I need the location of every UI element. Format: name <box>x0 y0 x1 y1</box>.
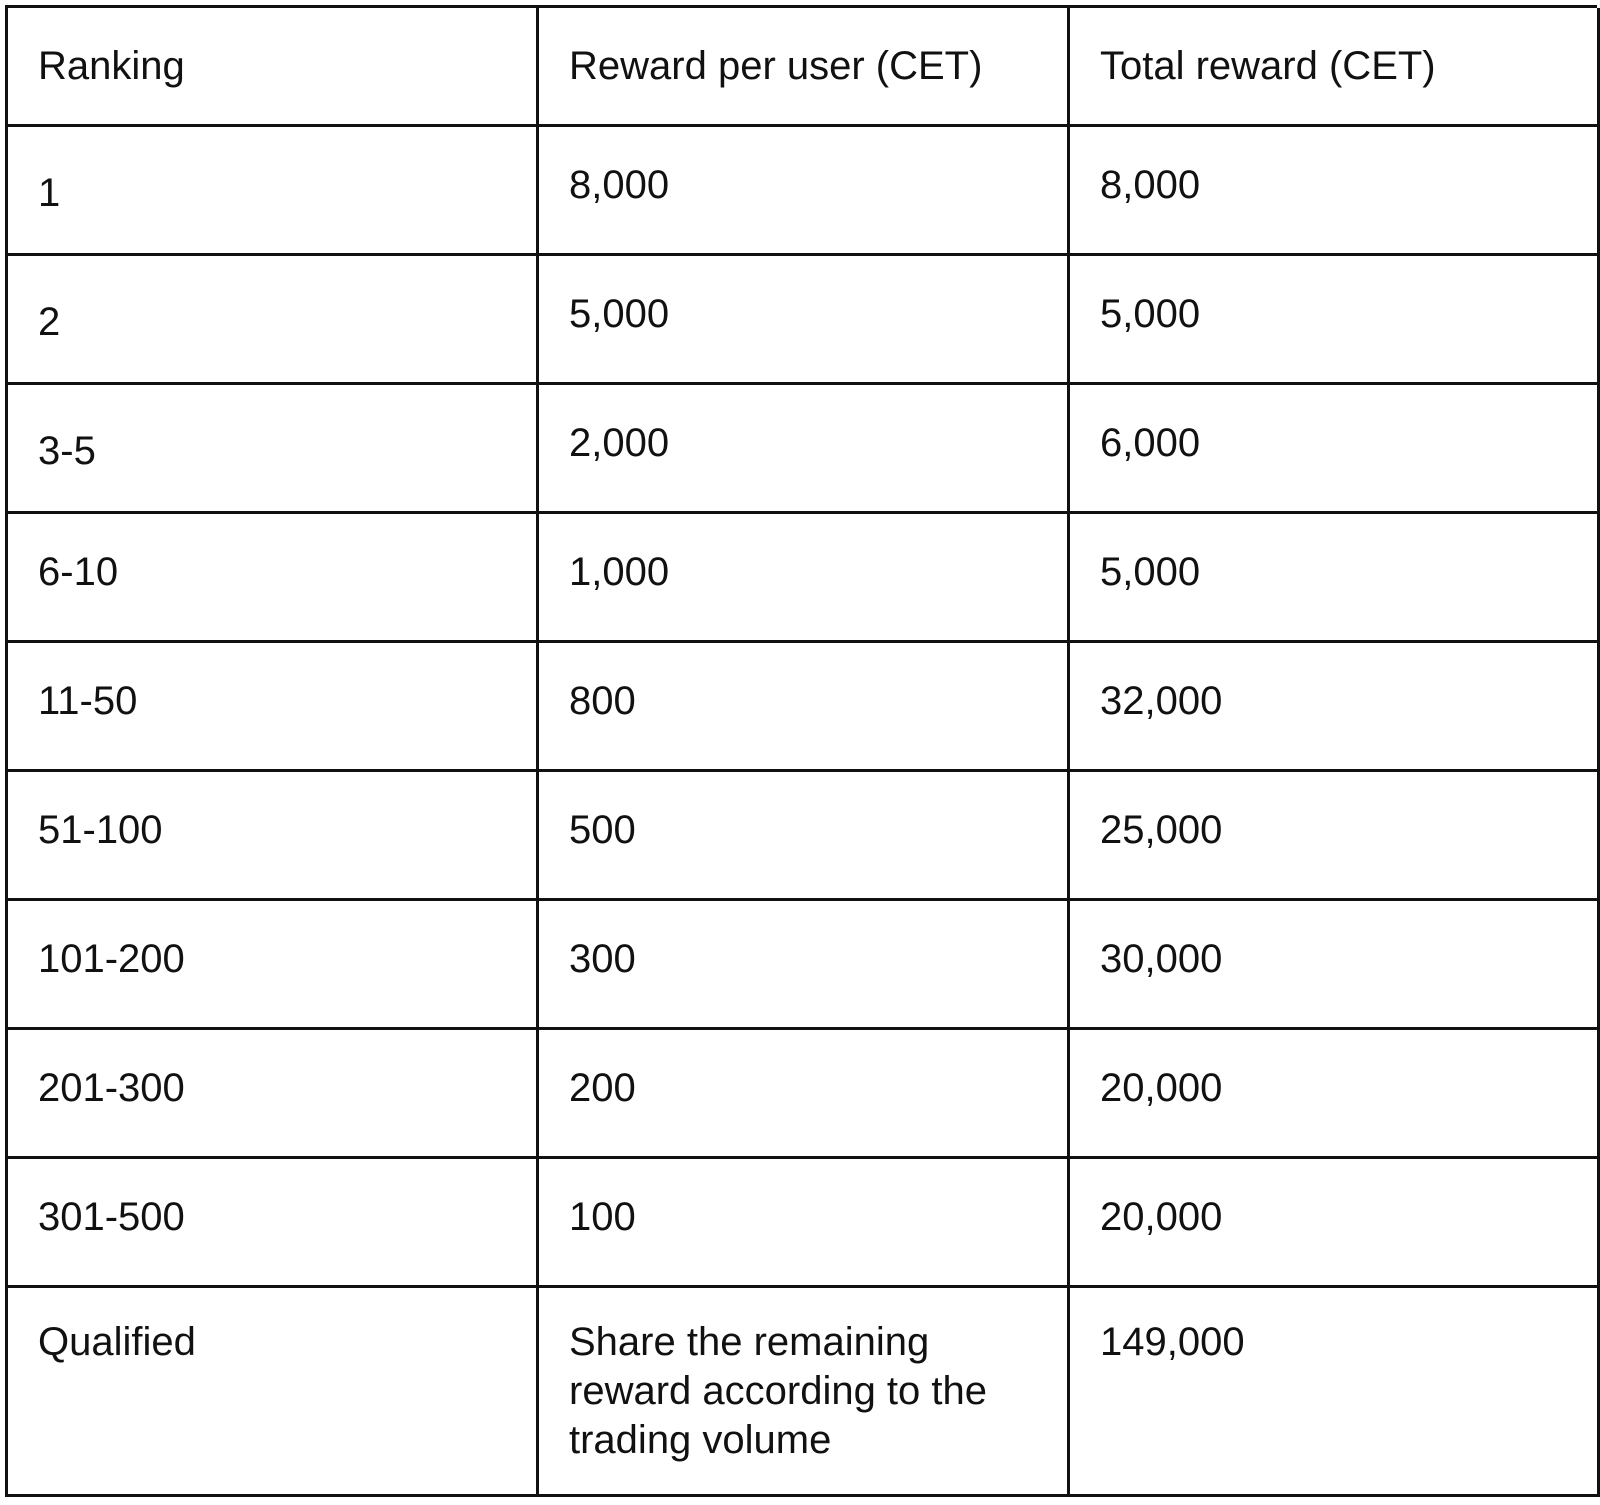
ranking-cell: 11-50 <box>8 643 539 772</box>
total-reward-cell: 5,000 <box>1070 514 1600 643</box>
reward-per-user-cell: 100 <box>539 1159 1070 1288</box>
ranking-cell: 101-200 <box>8 901 539 1030</box>
total-reward-cell: 25,000 <box>1070 772 1600 901</box>
reward-per-user-cell: 200 <box>539 1030 1070 1159</box>
reward-per-user-cell: 800 <box>539 643 1070 772</box>
total-reward-cell: 149,000 <box>1070 1288 1600 1497</box>
ranking-cell: 6-10 <box>8 514 539 643</box>
reward-table <box>5 5 1597 1497</box>
ranking-cell: 2 <box>8 256 539 385</box>
reward-per-user-cell: 300 <box>539 901 1070 1030</box>
total-reward-cell: 32,000 <box>1070 643 1600 772</box>
total-reward-cell: 30,000 <box>1070 901 1600 1030</box>
reward-per-user-cell: 5,000 <box>539 256 1070 385</box>
reward-per-user-cell: 1,000 <box>539 514 1070 643</box>
total-reward-cell: 20,000 <box>1070 1159 1600 1288</box>
ranking-cell: 201-300 <box>8 1030 539 1159</box>
ranking-cell: 301-500 <box>8 1159 539 1288</box>
ranking-cell: 51-100 <box>8 772 539 901</box>
ranking-cell: Qualified <box>8 1288 539 1497</box>
total-reward-cell: 8,000 <box>1070 127 1600 256</box>
header-reward-per-user: Reward per user (CET) <box>539 8 1070 127</box>
total-reward-cell: 6,000 <box>1070 385 1600 514</box>
reward-per-user-cell: 500 <box>539 772 1070 901</box>
reward-per-user-cell: Share the remaining reward according to the trading volume <box>539 1288 1070 1497</box>
reward-per-user-cell: 8,000 <box>539 127 1070 256</box>
total-reward-cell: 20,000 <box>1070 1030 1600 1159</box>
reward-per-user-cell: 2,000 <box>539 385 1070 514</box>
ranking-cell: 1 <box>8 127 539 256</box>
total-reward-cell: 5,000 <box>1070 256 1600 385</box>
header-ranking: Ranking <box>8 8 539 127</box>
ranking-cell: 3-5 <box>8 385 539 514</box>
header-total-reward: Total reward (CET) <box>1070 8 1600 127</box>
